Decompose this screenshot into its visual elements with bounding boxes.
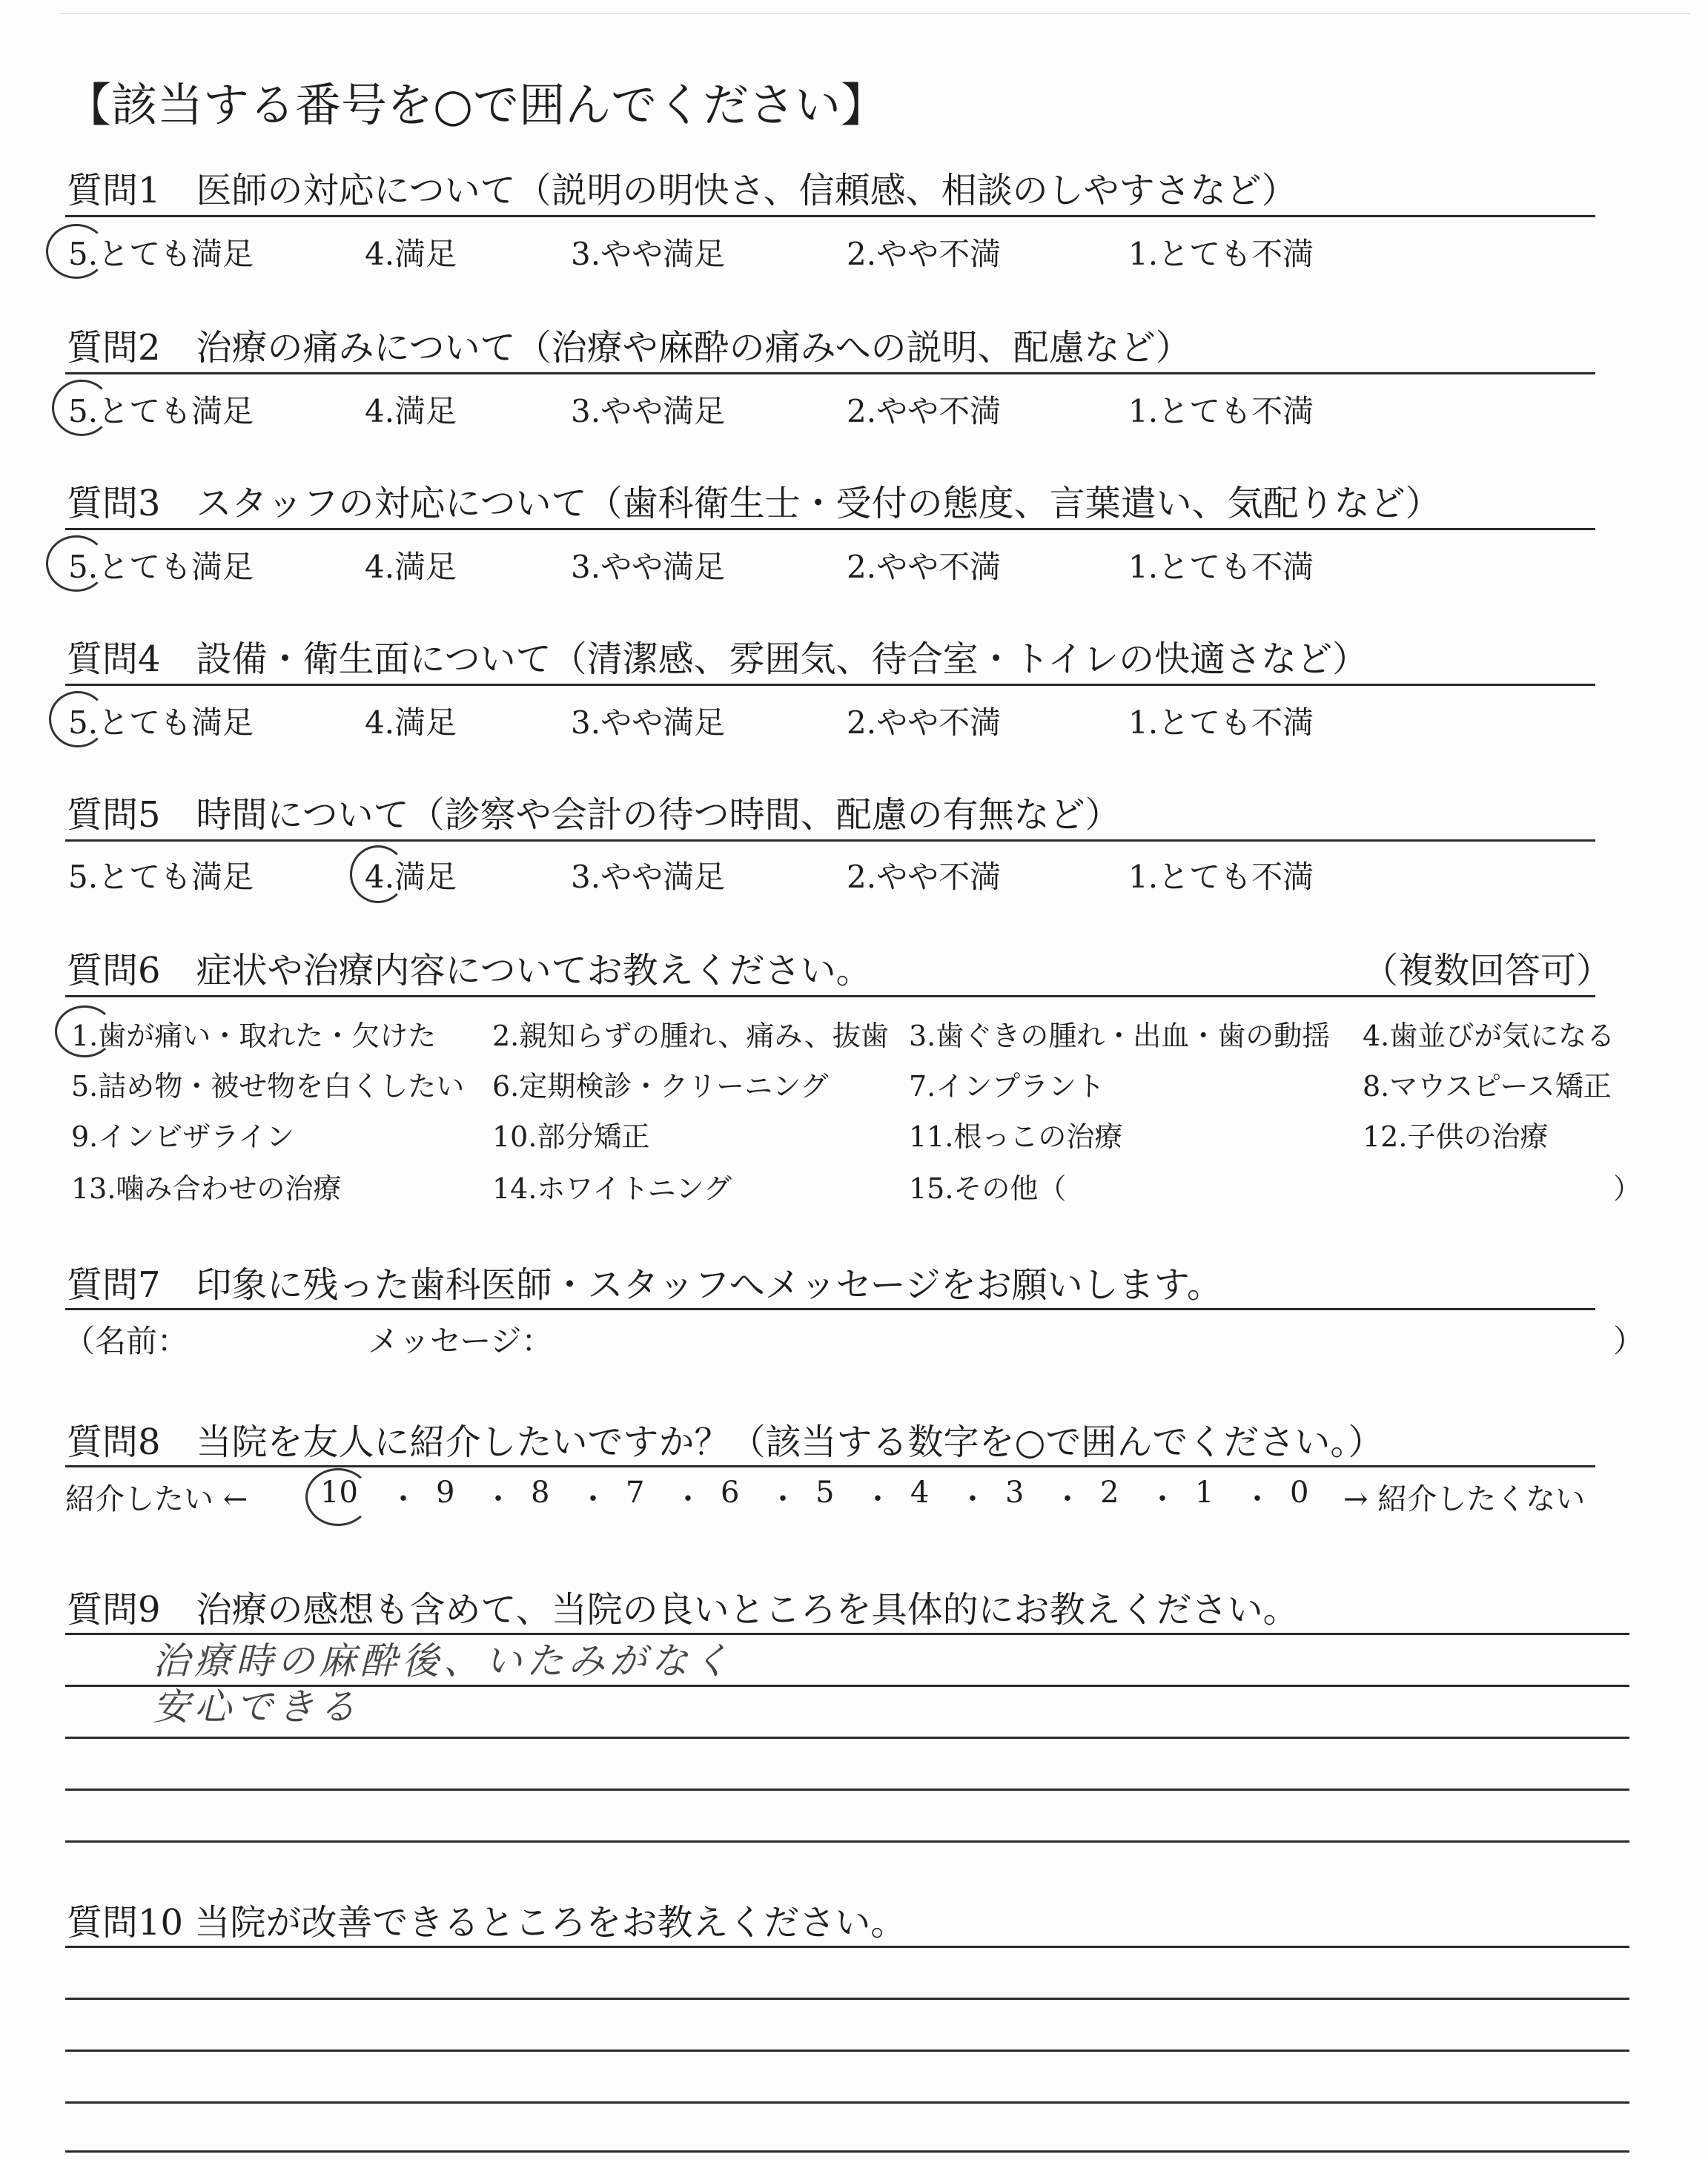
q8-score-6[interactable]: 6: [721, 1476, 740, 1510]
question-5-heading: 質問5 時間について（診察や会計の待つ時間、配慮の有無など）: [67, 794, 1121, 836]
q10-line-5: [65, 2150, 1629, 2153]
q6-option-6[interactable]: 6.定期検診・クリーニング: [492, 1070, 829, 1103]
q8-score-4[interactable]: 4: [910, 1476, 930, 1510]
q6-option-15[interactable]: 15.その他（: [909, 1172, 1067, 1205]
q6-option-14[interactable]: 14.ホワイトニング: [492, 1172, 732, 1205]
q8-score-2[interactable]: 2: [1100, 1476, 1119, 1510]
q8-separator: ・: [388, 1482, 418, 1516]
q8-score-10[interactable]: 10: [320, 1476, 358, 1510]
q3-option-1[interactable]: 1.とても不満: [1128, 549, 1314, 585]
q1-option-1[interactable]: 1.とても不満: [1128, 236, 1314, 272]
q2-option-1[interactable]: 1.とても不満: [1128, 393, 1314, 429]
question-9-heading: 質問9 治療の感想も含めて、当院の良いところを具体的にお教えください。: [67, 1589, 1299, 1631]
q7-message-label: メッセージ：: [368, 1323, 553, 1359]
q2-option-3[interactable]: 3.やや満足: [571, 393, 726, 429]
page-title: 【該当する番号を○で囲んでください】: [65, 78, 887, 132]
q8-separator: ・: [1053, 1482, 1082, 1516]
q7-name-label: （名前：: [64, 1323, 189, 1359]
q9-handwritten-line-1: 治療時の麻酔後、いたみがなく: [153, 1639, 734, 1682]
q5-option-5[interactable]: 5.とても満足: [68, 859, 254, 895]
question-7-heading: 質問7 印象に残った歯科医師・スタッフへメッセージをお願いします。: [67, 1264, 1222, 1306]
q10-line-4: [65, 2101, 1629, 2104]
q6-option-13[interactable]: 13.噛み合わせの治療: [71, 1172, 342, 1205]
q9-line-3: [65, 1737, 1629, 1739]
q6-option-10[interactable]: 10.部分矯正: [492, 1120, 650, 1153]
q8-score-5[interactable]: 5: [815, 1476, 835, 1510]
q4-option-5[interactable]: 5.とても満足: [68, 704, 254, 741]
q4-option-4[interactable]: 4.満足: [365, 704, 457, 741]
q5-option-2[interactable]: 2.やや不満: [847, 859, 1002, 895]
question-6-note: （複数回答可）: [1363, 950, 1612, 991]
question-8-heading: 質問8 当院を友人に紹介したいですか？（該当する数字を○で囲んでください。）: [67, 1421, 1384, 1463]
q8-left-label: 紹介したい ←: [65, 1482, 248, 1516]
question-7-underline: [65, 1308, 1595, 1310]
q3-option-5[interactable]: 5.とても満足: [68, 549, 254, 585]
q3-option-2[interactable]: 2.やや不満: [847, 549, 1002, 585]
q8-separator: ・: [768, 1482, 798, 1516]
q4-option-3[interactable]: 3.やや満足: [571, 704, 726, 741]
q10-line-3: [65, 2050, 1629, 2052]
q6-option-2[interactable]: 2.親知らずの腫れ、痛み、抜歯: [492, 1020, 889, 1052]
question-2-underline: [65, 372, 1595, 374]
q6-other-close-paren: ）: [1613, 1172, 1642, 1205]
top-edge-divider: [59, 13, 1690, 14]
q8-right-label: → 紹介したくない: [1343, 1482, 1586, 1516]
question-3-underline: [65, 528, 1595, 530]
question-4-underline: [65, 684, 1595, 686]
q6-option-4[interactable]: 4.歯並びが気になる: [1363, 1020, 1615, 1052]
q8-separator: ・: [1242, 1482, 1272, 1516]
q8-score-0[interactable]: 0: [1290, 1476, 1309, 1510]
q9-line-5: [65, 1840, 1629, 1843]
q6-option-7[interactable]: 7.インプラント: [909, 1070, 1105, 1103]
q8-score-7[interactable]: 7: [626, 1476, 645, 1510]
question-6-underline: [65, 995, 1595, 997]
q10-line-2: [65, 1998, 1629, 2000]
q8-score-9[interactable]: 9: [436, 1476, 455, 1510]
q8-score-1[interactable]: 1: [1195, 1476, 1214, 1510]
q5-option-1[interactable]: 1.とても不満: [1128, 859, 1314, 895]
q1-option-5[interactable]: 5.とても満足: [68, 236, 254, 272]
q1-option-2[interactable]: 2.やや不満: [847, 236, 1002, 272]
question-8-underline: [65, 1465, 1595, 1467]
question-10-heading: 質問10 当院が改善できるところをお教えください。: [67, 1902, 907, 1943]
q10-line-1: [65, 1946, 1629, 1948]
q8-separator: ・: [958, 1482, 987, 1516]
q7-close-paren: ）: [1613, 1323, 1645, 1359]
q5-option-4[interactable]: 4.満足: [365, 859, 457, 895]
q6-option-8[interactable]: 8.マウスピース矯正: [1363, 1070, 1612, 1103]
q2-option-2[interactable]: 2.やや不満: [847, 393, 1002, 429]
q4-option-1[interactable]: 1.とても不満: [1128, 704, 1314, 741]
q8-separator: ・: [483, 1482, 513, 1516]
q8-separator: ・: [578, 1482, 608, 1516]
question-1-underline: [65, 215, 1595, 217]
q8-score-3[interactable]: 3: [1005, 1476, 1025, 1510]
q2-option-5[interactable]: 5.とても満足: [68, 393, 254, 429]
q1-option-3[interactable]: 3.やや満足: [571, 236, 726, 272]
q1-option-4[interactable]: 4.満足: [365, 236, 457, 272]
q4-option-2[interactable]: 2.やや不満: [847, 704, 1002, 741]
q6-option-1[interactable]: 1.歯が痛い・取れた・欠けた: [71, 1020, 437, 1052]
q6-option-9[interactable]: 9.インビザライン: [71, 1120, 295, 1153]
q8-score-8[interactable]: 8: [531, 1476, 550, 1510]
q9-line-4: [65, 1789, 1629, 1791]
q3-option-3[interactable]: 3.やや満足: [571, 549, 726, 585]
q2-option-4[interactable]: 4.満足: [365, 393, 457, 429]
q6-option-3[interactable]: 3.歯ぐきの腫れ・出血・歯の動揺: [909, 1020, 1331, 1052]
q8-separator: ・: [673, 1482, 703, 1516]
q9-handwritten-line-2: 安心できる: [153, 1685, 360, 1728]
question-3-heading: 質問3 スタッフの対応について（歯科衛生士・受付の態度、言葉遣い、気配りなど）: [67, 483, 1441, 524]
question-4-heading: 質問4 設備・衛生面について（清潔感、雰囲気、待合室・トイレの快適さなど）: [67, 638, 1368, 680]
question-6-heading: 質問6 症状や治療内容についてお教えください。: [67, 950, 872, 991]
q5-option-3[interactable]: 3.やや満足: [571, 859, 726, 895]
q8-separator: ・: [863, 1482, 893, 1516]
q3-option-4[interactable]: 4.満足: [365, 549, 457, 585]
q6-option-5[interactable]: 5.詰め物・被せ物を白くしたい: [71, 1070, 465, 1103]
question-1-heading: 質問1 医師の対応について（説明の明快さ、信頼感、相談のしやすさなど）: [67, 170, 1297, 211]
q6-option-11[interactable]: 11.根っこの治療: [909, 1120, 1123, 1153]
q6-option-12[interactable]: 12.子供の治療: [1363, 1120, 1549, 1153]
q8-separator: ・: [1148, 1482, 1177, 1516]
question-5-underline: [65, 839, 1595, 842]
question-2-heading: 質問2 治療の痛みについて（治療や麻酔の痛みへの説明、配慮など）: [67, 327, 1191, 369]
